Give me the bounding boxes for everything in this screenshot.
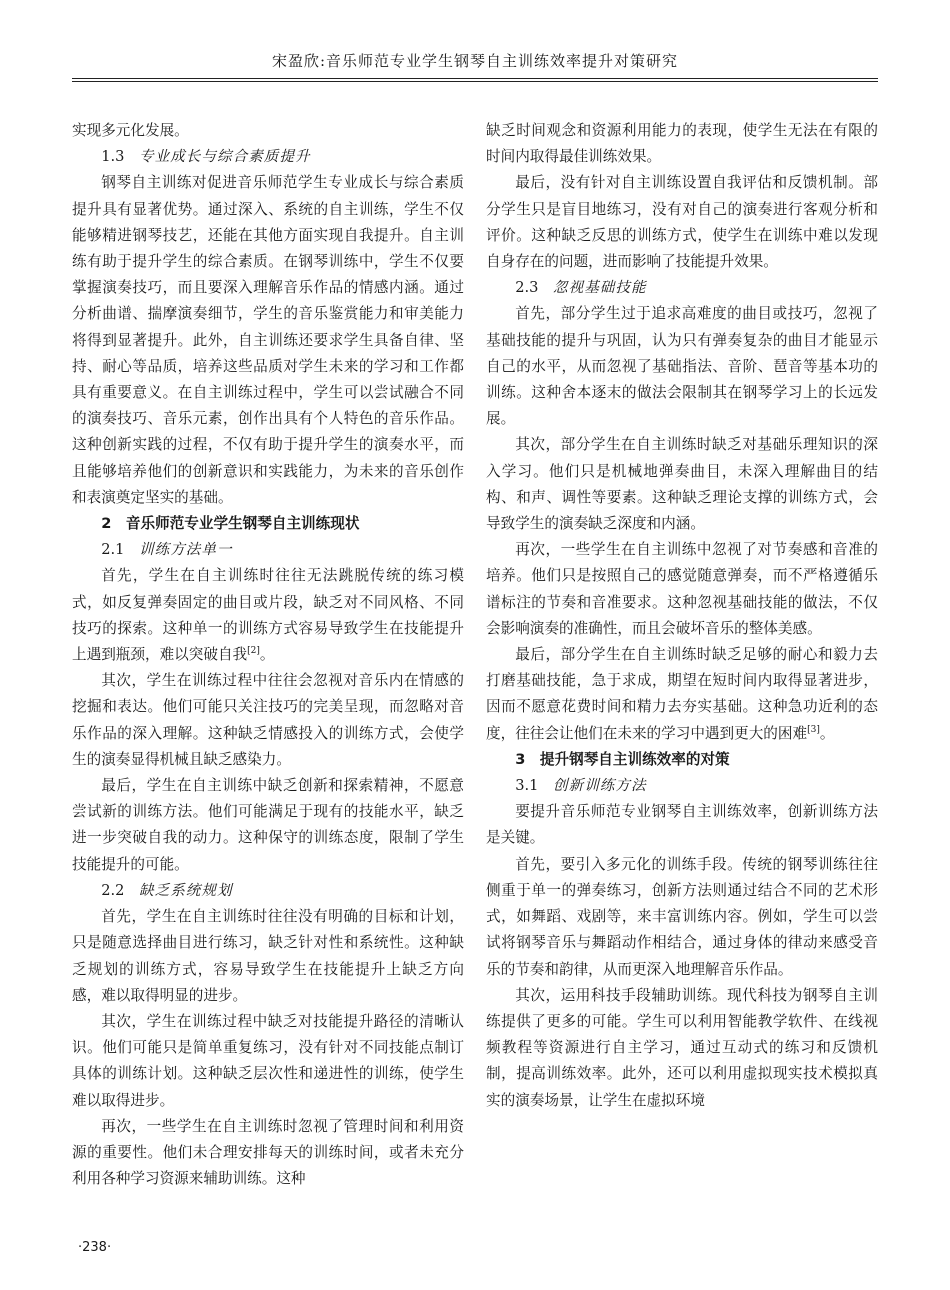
paragraph xyxy=(72,563,464,668)
section-heading-2-2 xyxy=(72,878,464,904)
paragraph: 其次，运用科技手段辅助训练。现代科技为钢琴自主训练提供了更多的可能。学生可以利用智能教学软件、在线视频教程等资源进行自主学习，通过互动式的练习和反馈机制，提高训练效率。此外，还可以利用虚拟现实技术模拟真实的演奏场景，让学生在虚拟环境 xyxy=(486,986,878,1109)
paragraph-end: 。 xyxy=(259,646,275,664)
paragraph: 最后，学生在自主训练中缺乏创新和探索精神，不愿意尝试新的训练方法。他们可能满足于现有的技能水平，缺乏进一步突破自我的动力。这种保守的训练态度，限制了学生技能提升的可能。 xyxy=(72,777,464,873)
paragraph: 其次，部分学生在自主训练时缺乏对基础乐理知识的深入学习。他们只是机械地弹奏曲目，未深入理解曲目的结构、和声、调性等要素。这种缺乏理论支撑的训练方式，会导致学生的演奏缺乏深度和内涵。 xyxy=(486,436,878,533)
section-number: 2.1 xyxy=(101,541,125,559)
running-header: 宋盈欣:音乐师范专业学生钢琴自主训练效率提升对策研究 xyxy=(271,52,679,70)
citation-3: [3] xyxy=(807,724,820,735)
section-heading-2-3 xyxy=(486,275,878,301)
paragraph: 再次，一些学生在自主训练时忽视了管理时间和利用资源的重要性。他们未合理安排每天的训练时间，或者未充分利用各种学习资源来辅助训练。这种 xyxy=(72,1117,464,1188)
paragraph: 钢琴自主训练对促进音乐师范学生专业成长与综合素质提升具有显著优势。通过深入、系统的自主训练，学生不仅能够精进钢琴技艺，还能在其他方面实现自我提升。自主训练有助于提升学生的综合素质。在钢琴训练中，学生不仅要掌握演奏技巧，而且要深入理解音乐作品的情感内涵。通过分析曲谱、揣摩演奏细节，学生的音乐鉴赏能力和审美能力将得到显著提升。此外，自主训练还要求学生具备自律、坚持、耐心等品质，培养这些品质对学生未来的学习和工作都具有重要意义。在自主训练过程中，学生可以尝试融合不同的演奏技巧、音乐元素，创作出具有个人特色的音乐作品。这种创新实践的过程，不仅有助于提升学生的演奏水平，而且能够培养他们的创新意识和实践能力，为未来的音乐创作和表演奠定坚实的基础。 xyxy=(72,174,464,506)
section-number: 1.3 xyxy=(101,148,125,166)
paragraph: 缺乏时间观念和资源利用能力的表现，使学生无法在有限的时间内取得最佳训练效果。 xyxy=(486,122,878,166)
paragraph-text: 首先，学生在自主训练时往往无法跳脱传统的练习模式，如反复弹奏固定的曲目或片段，缺乏对不同风格、不同技巧的探索。这种单一的训练方式容易导致学生在技能提升上遇到瓶颈，难以突破自我 xyxy=(72,567,464,664)
left-column xyxy=(72,118,464,1192)
section-title: 专业成长与综合素质提升 xyxy=(139,148,311,166)
paragraph: 其次，学生在训练过程中往往会忽视对音乐内在情感的挖掘和表达。他们可能只关注技巧的完美呈现，而忽略对音乐作品的深入理解。这种缺乏情感投入的训练方式，会使学生的演奏显得机械且缺乏感染力。 xyxy=(72,672,464,768)
citation-2: [2] xyxy=(247,646,260,657)
section-heading-1-3 xyxy=(72,144,464,170)
paragraph: 实现多元化发展。 xyxy=(72,122,189,139)
section-title: 创新训练方法 xyxy=(553,777,647,795)
section-title: 缺乏系统规划 xyxy=(139,881,233,899)
paragraph: 最后，没有针对自主训练设置自我评估和反馈机制。部分学生只是盲目地练习，没有对自己的演奏进行客观分析和评价。这种缺乏反思的训练方式，使学生在训练中难以发现自身存在的问题，进而影响了技能提升效果。 xyxy=(486,174,878,271)
section-heading-2: 2 音乐师范专业学生钢琴自主训练现状 xyxy=(101,515,360,533)
section-heading-3-1 xyxy=(486,773,878,799)
page-number: ·238· xyxy=(78,1240,112,1255)
paragraph: 再次，一些学生在自主训练中忽视了对节奏感和音准的培养。他们只是按照自己的感觉随意弹奏，而不严格遵循乐谱标注的节奏和音准要求。这种忽视基础技能的做法，不仅会影响演奏的准确性，而且会破坏音乐的整体美感。 xyxy=(486,541,878,637)
paragraph: 要提升音乐师范专业钢琴自主训练效率，创新训练方法是关键。 xyxy=(486,803,878,847)
header-rule-thick xyxy=(72,78,878,79)
paragraph: 首先，要引入多元化的训练手段。传统的钢琴训练往往侧重于单一的弹奏练习，创新方法则通过结合不同的艺术形式，如舞蹈、戏剧等，来丰富训练内容。例如，学生可以尝试将钢琴音乐与舞蹈动作相结合，通过身体的律动来感受音乐的节奏和韵律，从而更深入地理解音乐作品。 xyxy=(486,855,878,978)
right-column xyxy=(486,118,878,1114)
section-heading-3: 3 提升钢琴自主训练效率的对策 xyxy=(515,750,730,768)
paragraph: 其次，学生在训练过程中缺乏对技能提升路径的清晰认识。他们可能只是简单重复练习，没有针对不同技能点制订具体的训练计划。这种缺乏层次性和递进性的训练，使学生难以取得进步。 xyxy=(72,1012,464,1109)
paragraph-end: 。 xyxy=(819,724,835,742)
paragraph-text: 最后，部分学生在自主训练时缺乏足够的耐心和毅力去打磨基础技能，急于求成，期望在短时间内取得显著进步，因而不愿意花费时间和精力去夯实基础。这种急功近利的态度，往往会让他们在未来的学习中遇到更大的困难 xyxy=(486,646,878,742)
paragraph: 首先，部分学生过于追求高难度的曲目或技巧，忽视了基础技能的提升与巩固，认为只有弹奏复杂的曲目才能显示自己的水平，从而忽视了基础指法、音阶、琶音等基本功的训练。这种舍本逐末的做法会限制其在钢琴学习上的长远发展。 xyxy=(486,305,878,428)
paragraph xyxy=(486,642,878,747)
section-number: 2.3 xyxy=(515,279,539,297)
section-number: 3.1 xyxy=(515,777,539,795)
paragraph: 首先，学生在自主训练时往往没有明确的目标和计划，只是随意选择曲目进行练习，缺乏针对性和系统性。这种缺乏规划的训练方式，容易导致学生在技能提升上缺乏方向感，难以取得明显的进步。 xyxy=(72,908,464,1004)
header-rule-thin xyxy=(72,81,878,82)
section-title: 忽视基础技能 xyxy=(553,279,647,297)
section-heading-2-1 xyxy=(72,537,464,563)
section-title: 训练方法单一 xyxy=(139,541,233,559)
section-number: 2.2 xyxy=(101,881,125,899)
